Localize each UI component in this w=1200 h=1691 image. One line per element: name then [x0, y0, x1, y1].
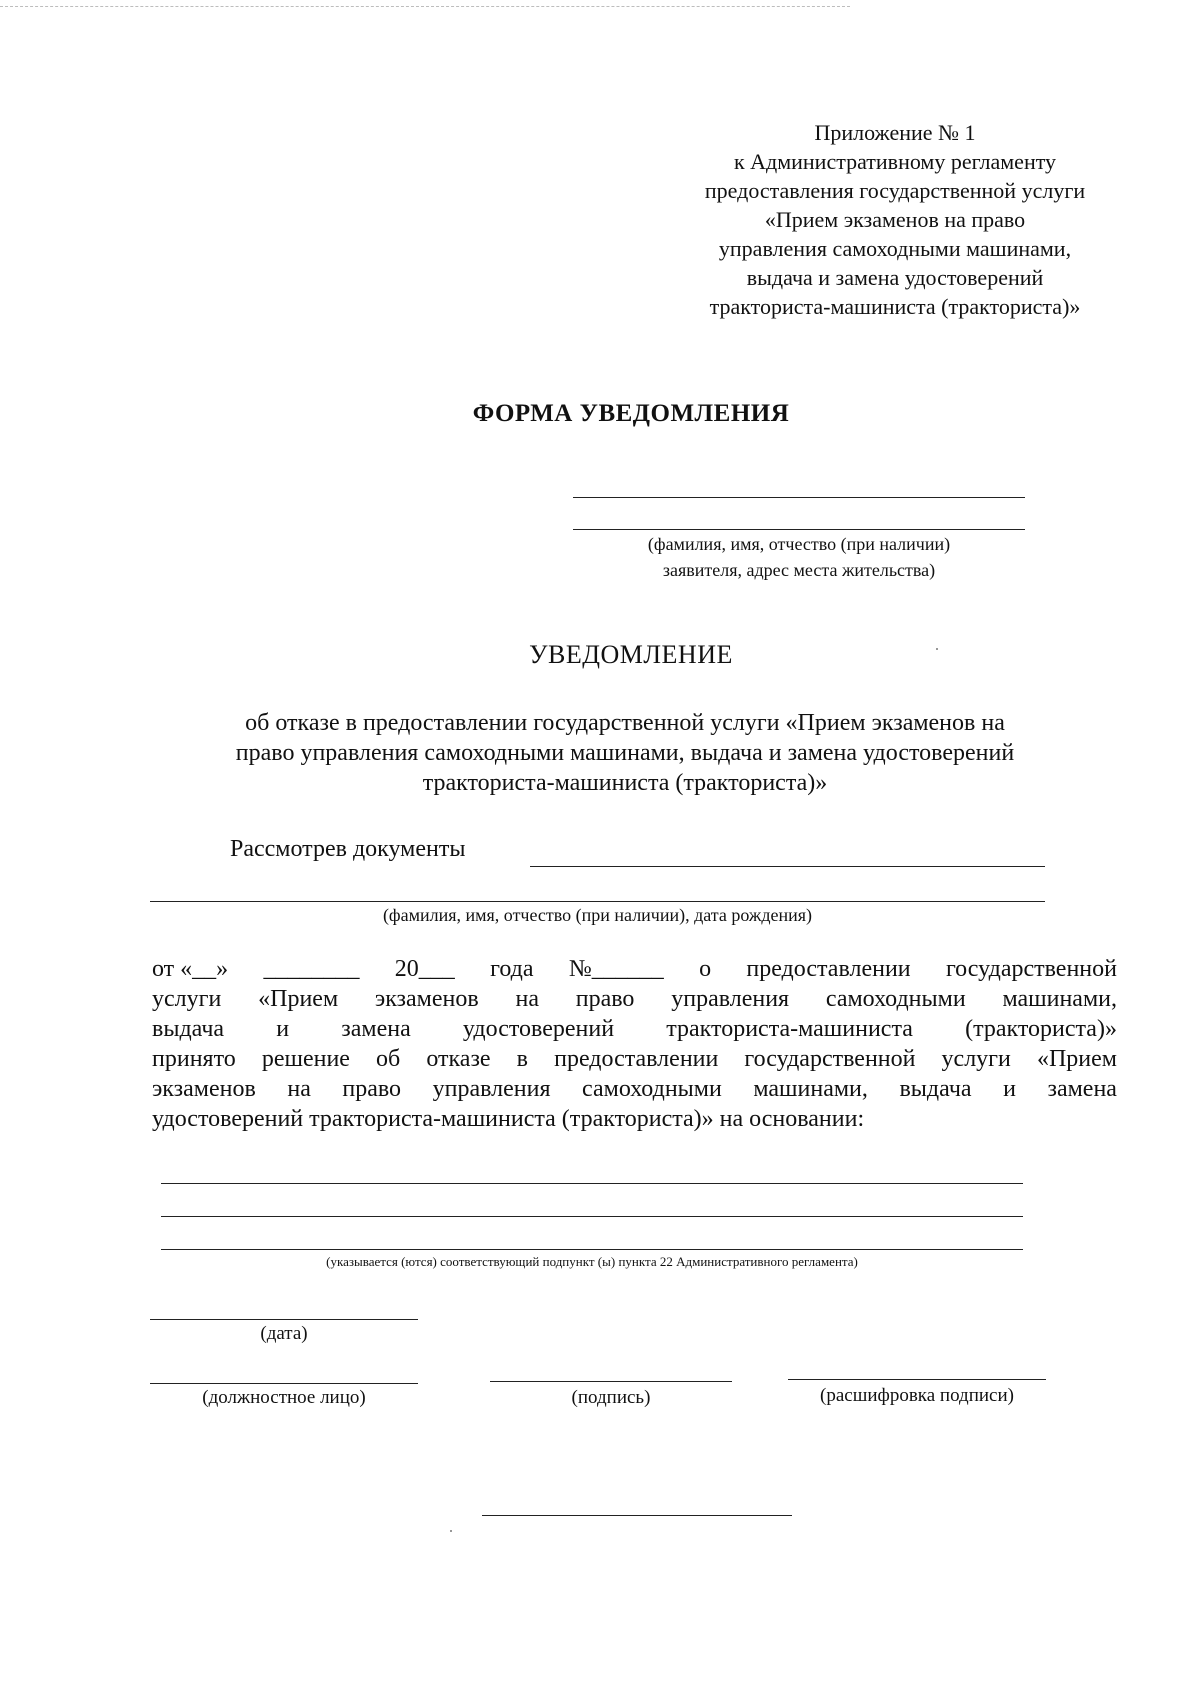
word: «Прием [1036, 1046, 1117, 1072]
notice-subject-line: право управления самоходными машинами, выдача и замена удостоверений [235, 740, 1015, 766]
word: в [516, 1046, 529, 1072]
notice-title: УВЕДОМЛЕНИЕ [529, 640, 733, 669]
word: отказе [426, 1046, 491, 1072]
word: предоставлении [554, 1046, 719, 1072]
word: об [376, 1046, 401, 1072]
word: принято [152, 1046, 236, 1072]
word: и [1003, 1076, 1016, 1102]
decoding-line [788, 1379, 1046, 1380]
grounds-caption: (указывается (ются) соответствующий подпункт (ы) пункта 22 Административного регламента) [326, 1254, 858, 1269]
addressee-line-2 [573, 529, 1025, 530]
scan-edge-artifact [0, 6, 850, 7]
official-line [150, 1383, 418, 1384]
paragraph-line-3 [152, 1014, 1117, 1044]
date-caption: (дата) [260, 1323, 308, 1344]
grounds-line-1 [161, 1183, 1023, 1184]
paragraph-line-1 [152, 954, 1117, 984]
word: №______ [568, 956, 664, 982]
word: экзаменов [374, 986, 479, 1012]
word: самоходными [582, 1076, 722, 1102]
addressee-line-1 [573, 497, 1025, 498]
word: на [287, 1076, 311, 1102]
word: экзаменов [152, 1076, 256, 1102]
word: управления [432, 1076, 551, 1102]
word: замена [1047, 1076, 1117, 1102]
addressee-caption-2: заявителя, адрес места жительства) [662, 560, 936, 580]
word: на [515, 986, 539, 1012]
notice-subject-line: тракториста-машиниста (тракториста)» [422, 770, 828, 796]
word: услуги [152, 986, 222, 1012]
word: «Прием [258, 986, 339, 1012]
appendix-block [660, 118, 1130, 321]
decision-paragraph [152, 954, 1117, 1134]
signature-line [490, 1381, 732, 1382]
scan-speck [450, 1530, 452, 1532]
word: тракториста-машиниста [666, 1016, 913, 1042]
appendix-line: Приложение № 1 [814, 120, 976, 145]
word: замена [341, 1016, 411, 1042]
addressee-caption-1: (фамилия, имя, отчество (при наличии) [647, 534, 951, 554]
word: выдача [899, 1076, 972, 1102]
word: выдача [152, 1016, 225, 1042]
appendix-line: «Прием экзаменов на право [764, 207, 1026, 232]
word: ________ [263, 956, 360, 982]
decoding-caption: (расшифровка подписи) [820, 1385, 1014, 1406]
appendix-line: предоставления государственной услуги [704, 178, 1086, 203]
signature-caption: (подпись) [571, 1387, 651, 1408]
notice-subject [150, 708, 1100, 798]
word: право [342, 1076, 402, 1102]
word: государственной [945, 956, 1117, 982]
form-title: ФОРМА УВЕДОМЛЕНИЯ [472, 400, 790, 427]
closing-line [482, 1515, 792, 1516]
word: 20___ [394, 956, 455, 982]
word: услуги [941, 1046, 1011, 1072]
word: и [276, 1016, 290, 1042]
word: года [490, 956, 534, 982]
word: управления [671, 986, 790, 1012]
appendix-line: тракториста-машиниста (тракториста)» [709, 294, 1081, 319]
paragraph-line-2 [152, 984, 1117, 1014]
appendix-line: к Административному регламенту [733, 149, 1057, 174]
word: самоходными [825, 986, 966, 1012]
appendix-line: выдача и замена удостоверений [746, 265, 1044, 290]
word: машинами, [1002, 986, 1117, 1012]
word: от «__» [152, 956, 229, 982]
grounds-line-2 [161, 1216, 1023, 1217]
appendix-line: управления самоходными машинами, [718, 236, 1072, 261]
grounds-line-3 [161, 1249, 1023, 1250]
word: право [575, 986, 635, 1012]
reviewed-caption: (фамилия, имя, отчество (при наличии), дата рождения) [382, 905, 813, 925]
official-caption: (должностное лицо) [202, 1387, 366, 1408]
paragraph-line-4 [152, 1044, 1117, 1074]
reviewed-line-2 [150, 901, 1045, 902]
paragraph-line-5 [152, 1074, 1117, 1104]
notice-subject-line: об отказе в предоставлении государственной услуги «Прием экзаменов на [245, 710, 1005, 736]
word: машинами, [753, 1076, 868, 1102]
scan-speck [936, 648, 938, 650]
word: о [699, 956, 712, 982]
word: (тракториста)» [965, 1016, 1117, 1042]
reviewed-documents-label: Рассмотрев документы [230, 836, 466, 862]
word: удостоверений [462, 1016, 615, 1042]
word: государственной [744, 1046, 916, 1072]
paragraph-line-6: удостоверений тракториста-машиниста (тракториста)» на основании: [152, 1106, 865, 1132]
word: решение [261, 1046, 350, 1072]
word: предоставлении [746, 956, 911, 982]
date-line [150, 1319, 418, 1320]
reviewed-line-1 [530, 866, 1045, 867]
